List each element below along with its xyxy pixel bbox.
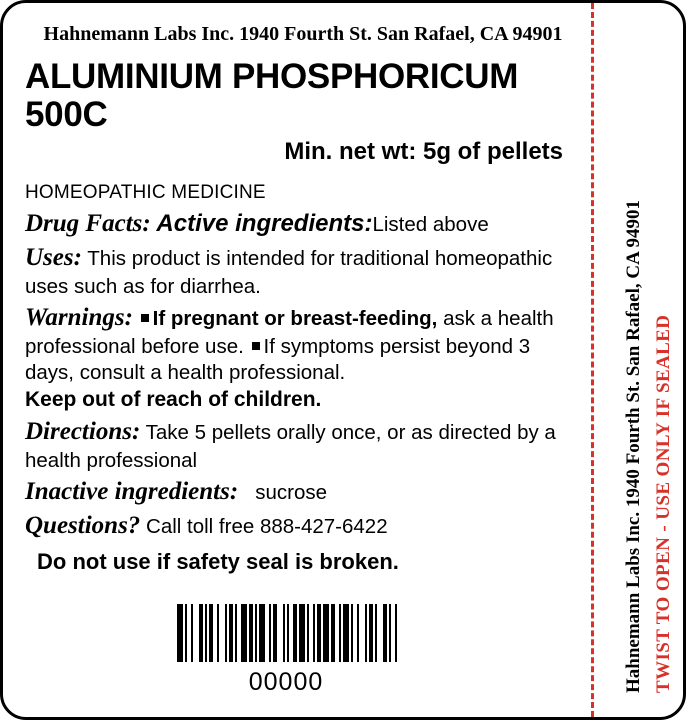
bullet-square-icon bbox=[141, 314, 149, 322]
active-ingredients-label: Active ingredients: bbox=[156, 209, 373, 237]
drug-facts-block bbox=[25, 208, 581, 577]
side-company-address: Hahnemann Labs Inc. 1940 Fourth St. San Rafael, CA 94901 bbox=[623, 199, 644, 693]
warning-two-text: If symptoms persist beyond 3 days, consult a health professional. bbox=[25, 334, 531, 385]
warnings-row bbox=[25, 302, 581, 386]
company-address-line: Hahnemann Labs Inc. 1940 Fourth St. San Rafael, CA 94901 bbox=[43, 23, 563, 45]
safety-seal-text: Do not use if safety seal is broken. bbox=[37, 549, 399, 575]
inactive-ingredients-label: Inactive ingredients: bbox=[25, 478, 239, 506]
keep-out-of-reach-text: Keep out of reach of children. bbox=[25, 388, 322, 412]
questions-phone: Call toll free 888-427-6422 bbox=[146, 515, 388, 539]
label-main-panel bbox=[3, 3, 593, 717]
warnings-label: Warnings: bbox=[25, 303, 133, 331]
tamper-seal-side-panel bbox=[587, 3, 683, 717]
medicine-category: HOMEOPATHIC MEDICINE bbox=[25, 181, 266, 203]
directions-text: Take 5 pellets orally once, or as directed by a health professional bbox=[25, 421, 556, 473]
product-name: ALUMINIUM PHOSPHORICUM 500C bbox=[25, 57, 519, 134]
questions-row bbox=[25, 510, 581, 542]
drug-facts-active-row bbox=[25, 208, 581, 240]
directions-label: Directions: bbox=[25, 418, 141, 446]
warning-one-continued: ask a health professional before use. bbox=[25, 306, 554, 358]
bullet-square-icon-2 bbox=[252, 342, 260, 350]
directions-row bbox=[25, 416, 581, 474]
side-twist-to-open-text: TWIST TO OPEN - USE ONLY IF SEALED bbox=[653, 314, 674, 693]
barcode-image bbox=[177, 604, 399, 662]
net-weight: Min. net wt: 5g of pellets bbox=[284, 137, 563, 165]
perforation-line bbox=[591, 3, 594, 717]
uses-row bbox=[25, 242, 581, 300]
barcode-number: 00000 bbox=[248, 667, 324, 696]
inactive-row bbox=[25, 476, 581, 508]
barcode-area bbox=[25, 591, 581, 697]
drug-facts-heading: Drug Facts: bbox=[25, 209, 151, 237]
uses-label: Uses: bbox=[25, 243, 82, 271]
uses-text: This product is intended for traditional homeopathic uses such as for diarrhea. bbox=[25, 246, 553, 298]
active-ingredients-value: Listed above bbox=[372, 212, 489, 236]
questions-label: Questions? bbox=[25, 512, 141, 540]
warning-one-text: If pregnant or breast-feeding, bbox=[152, 306, 438, 330]
inactive-ingredients-value: sucrose bbox=[255, 481, 328, 505]
